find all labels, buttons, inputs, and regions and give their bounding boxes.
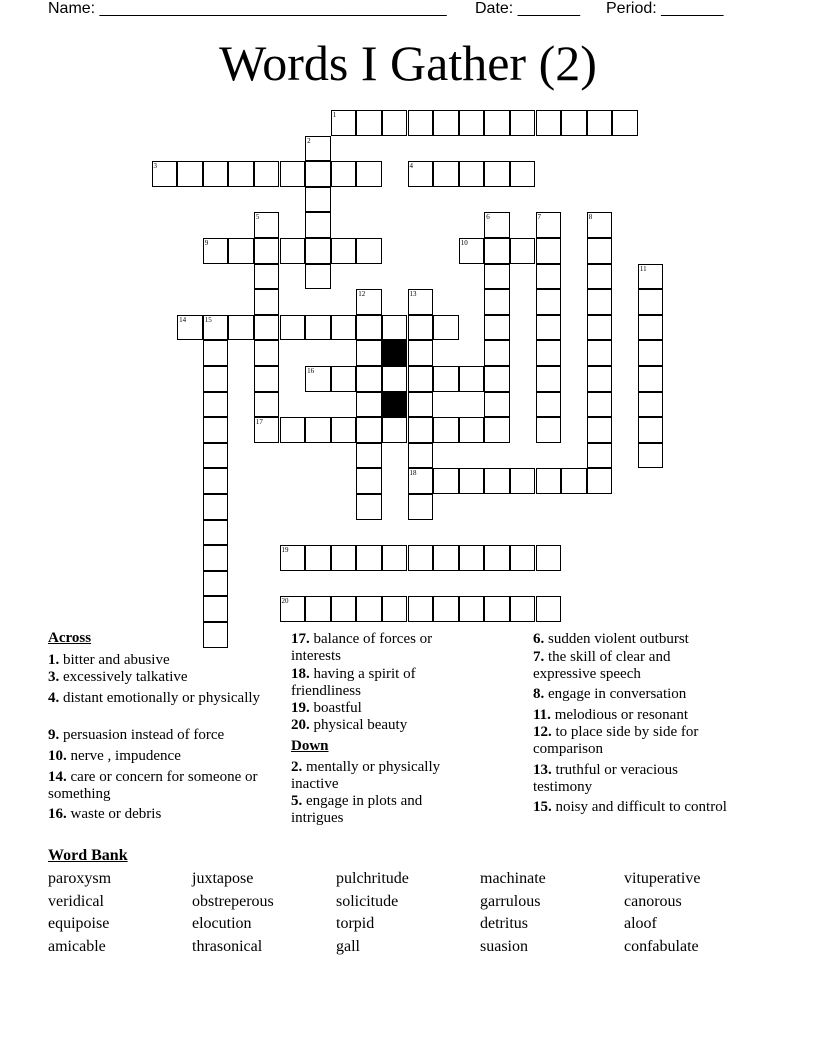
word-bank-word: equipoise (48, 915, 110, 932)
clue-across-1: 1. bitter and abusive (48, 652, 170, 668)
letter-square[interactable] (484, 238, 510, 264)
letter-square[interactable] (587, 110, 613, 136)
letter-square[interactable] (612, 110, 638, 136)
clue-number: 14 (179, 315, 187, 324)
clue-number: 13 (409, 290, 417, 299)
letter-square[interactable] (331, 545, 357, 571)
letter-square[interactable] (484, 545, 510, 571)
letter-square[interactable] (638, 315, 664, 341)
letter-square[interactable] (305, 366, 331, 392)
puzzle-title: Words I Gather (2) (219, 35, 597, 91)
letter-square[interactable] (408, 596, 434, 622)
letter-square[interactable] (484, 417, 510, 443)
clue-down-11: 11. melodious or resonant (533, 707, 688, 723)
clue-across-10: 10. nerve , impudence (48, 748, 181, 764)
clue-number: 9 (204, 239, 209, 247)
letter-square[interactable] (408, 289, 434, 315)
clue-number: 16 (307, 367, 315, 375)
letter-square[interactable] (459, 161, 485, 187)
letter-square[interactable] (536, 110, 562, 136)
letter-square[interactable] (382, 315, 408, 341)
clue-down-2: 2. mentally or physically inactive (291, 759, 441, 792)
letter-square[interactable] (510, 545, 536, 571)
letter-square[interactable] (356, 366, 382, 392)
letter-square[interactable] (587, 340, 613, 366)
letter-square[interactable] (459, 366, 485, 392)
clue-down-12: 12. to place side by side for comparison (533, 724, 699, 757)
letter-square[interactable] (356, 315, 382, 341)
letter-square[interactable] (587, 468, 613, 494)
letter-square[interactable] (459, 110, 485, 136)
clue-number: 2 (307, 136, 311, 145)
letter-square[interactable] (254, 315, 280, 341)
letter-square[interactable] (638, 289, 664, 315)
letter-square[interactable] (331, 161, 357, 187)
letter-square[interactable] (203, 315, 229, 341)
word-bank-word: amicable (48, 938, 106, 955)
letter-square[interactable] (484, 212, 510, 238)
letter-square[interactable] (305, 596, 331, 622)
down-heading: Down (291, 738, 329, 754)
letter-square[interactable] (484, 468, 510, 494)
clue-down-6: 6. sudden violent outburst (533, 631, 689, 647)
letter-square[interactable] (510, 468, 536, 494)
letter-square[interactable] (459, 545, 485, 571)
letter-square[interactable] (433, 110, 459, 136)
clue-across-3: 3. excessively talkative (48, 669, 188, 685)
letter-square[interactable] (254, 238, 280, 264)
letter-square[interactable] (203, 494, 229, 520)
blocked-square (382, 340, 408, 366)
word-bank-word: obstreperous (192, 893, 274, 910)
letter-square[interactable] (305, 212, 331, 238)
letter-square[interactable] (433, 596, 459, 622)
letter-square[interactable] (587, 212, 613, 238)
letter-square[interactable] (152, 161, 178, 187)
clue-across-16: 16. waste or debris (48, 806, 162, 822)
letter-square[interactable] (536, 366, 562, 392)
letter-square[interactable] (408, 392, 434, 418)
word-bank-word: machinate (480, 870, 546, 887)
clue-down-13: 13. truthful or veracious testimony (533, 762, 678, 795)
letter-square[interactable] (280, 417, 306, 443)
letter-square[interactable] (536, 468, 562, 494)
letter-square[interactable] (408, 468, 434, 494)
letter-square[interactable] (408, 161, 434, 187)
letter-square[interactable] (510, 238, 536, 264)
letter-square[interactable] (587, 289, 613, 315)
letter-square[interactable] (433, 545, 459, 571)
letter-square[interactable] (203, 596, 229, 622)
letter-square[interactable] (280, 161, 306, 187)
letter-square[interactable] (561, 110, 587, 136)
letter-square[interactable] (408, 315, 434, 341)
letter-square[interactable] (254, 289, 280, 315)
word-bank-word: solicitude (336, 893, 399, 910)
clue-across-19: 19. boastful (291, 700, 362, 716)
word-bank-word: paroxysm (48, 870, 112, 887)
letter-square[interactable] (459, 468, 485, 494)
clue-down-15: 15. noisy and difficult to control (533, 799, 727, 815)
letter-square[interactable] (433, 366, 459, 392)
letter-square[interactable] (510, 596, 536, 622)
clue-number: 7 (537, 213, 541, 222)
letter-square[interactable] (408, 494, 434, 520)
letter-square[interactable] (203, 622, 229, 648)
letter-square[interactable] (382, 596, 408, 622)
letter-square[interactable] (587, 392, 613, 418)
letter-square[interactable] (484, 161, 510, 187)
letter-square[interactable] (587, 264, 613, 290)
letter-square[interactable] (382, 110, 408, 136)
letter-square[interactable] (305, 187, 331, 213)
letter-square[interactable] (203, 468, 229, 494)
letter-square[interactable] (254, 417, 280, 443)
letter-square[interactable] (305, 264, 331, 290)
letter-square[interactable] (561, 468, 587, 494)
letter-square[interactable] (484, 289, 510, 315)
letter-square[interactable] (382, 545, 408, 571)
clue-across-14: 14. care or concern for someone or something (48, 769, 258, 802)
letter-square[interactable] (356, 110, 382, 136)
letter-square[interactable] (356, 238, 382, 264)
letter-square[interactable] (305, 238, 331, 264)
letter-square[interactable] (228, 315, 254, 341)
letter-square[interactable] (536, 417, 562, 443)
letter-square[interactable] (638, 417, 664, 443)
letter-square[interactable] (536, 340, 562, 366)
letter-square[interactable] (331, 238, 357, 264)
letter-square[interactable] (203, 443, 229, 469)
letter-square[interactable] (356, 545, 382, 571)
letter-square[interactable] (536, 596, 562, 622)
letter-square[interactable] (536, 289, 562, 315)
letter-square[interactable] (305, 315, 331, 341)
word-bank-word: pulchritude (336, 870, 409, 887)
letter-square[interactable] (433, 315, 459, 341)
letter-square[interactable] (254, 392, 280, 418)
letter-square[interactable] (459, 417, 485, 443)
clue-number: 3 (153, 162, 157, 171)
letter-square[interactable] (356, 468, 382, 494)
letter-square[interactable] (536, 212, 562, 238)
letter-square[interactable] (356, 161, 382, 187)
word-bank-word: garrulous (480, 893, 541, 910)
letter-square[interactable] (536, 392, 562, 418)
letter-square[interactable] (382, 417, 408, 443)
clue-number: 5 (255, 213, 260, 222)
letter-square[interactable] (280, 545, 306, 571)
word-bank-word: veridical (48, 893, 104, 910)
letter-square[interactable] (280, 238, 306, 264)
letter-square[interactable] (356, 340, 382, 366)
letter-square[interactable] (510, 161, 536, 187)
clue-number: 20 (281, 597, 289, 606)
letter-square[interactable] (177, 161, 203, 187)
letter-square[interactable] (203, 571, 229, 597)
word-bank-word: elocution (192, 915, 252, 932)
word-bank-word: detritus (480, 915, 528, 932)
clue-number: 12 (358, 290, 366, 299)
blocked-square (382, 392, 408, 418)
clue-number: 17 (255, 418, 263, 427)
letter-square[interactable] (280, 315, 306, 341)
clue-across-20: 20. physical beauty (291, 717, 408, 733)
letter-square[interactable] (536, 238, 562, 264)
letter-square[interactable] (254, 212, 280, 238)
letter-square[interactable] (203, 545, 229, 571)
letter-square[interactable] (356, 443, 382, 469)
letter-square[interactable] (484, 596, 510, 622)
letter-square[interactable] (305, 136, 331, 162)
period-field: Period: _______ (606, 0, 724, 17)
clue-across-17: 17. balance of forces or interests (291, 631, 433, 664)
letter-square[interactable] (536, 545, 562, 571)
letter-square[interactable] (484, 264, 510, 290)
letter-square[interactable] (638, 366, 664, 392)
clue-down-7: 7. the skill of clear and expressive speech (533, 649, 671, 682)
clue-number: 15 (204, 315, 212, 324)
letter-square[interactable] (331, 110, 357, 136)
letter-square[interactable] (433, 468, 459, 494)
letter-square[interactable] (203, 161, 229, 187)
letter-square[interactable] (228, 161, 254, 187)
letter-square[interactable] (228, 238, 254, 264)
clue-number: 4 (409, 162, 413, 171)
letter-square[interactable] (356, 494, 382, 520)
letter-square[interactable] (177, 315, 203, 341)
letter-square[interactable] (254, 161, 280, 187)
letter-square[interactable] (638, 443, 664, 469)
letter-square[interactable] (484, 366, 510, 392)
word-bank-word: canorous (624, 893, 682, 910)
letter-square[interactable] (254, 340, 280, 366)
name-field: Name: _______________________________________ (48, 0, 447, 17)
letter-square[interactable] (382, 366, 408, 392)
letter-square[interactable] (587, 315, 613, 341)
word-bank-word: confabulate (624, 938, 699, 955)
letter-square[interactable] (331, 366, 357, 392)
letter-square[interactable] (356, 417, 382, 443)
word-bank-word: vituperative (624, 870, 701, 887)
letter-square[interactable] (587, 238, 613, 264)
letter-square[interactable] (305, 417, 331, 443)
clue-number: 6 (486, 213, 490, 222)
word-bank-word: gall (336, 938, 360, 955)
letter-square[interactable] (280, 596, 306, 622)
letter-square[interactable] (459, 238, 485, 264)
letter-square[interactable] (203, 520, 229, 546)
letter-square[interactable] (203, 366, 229, 392)
clue-down-5: 5. engage in plots and intrigues (291, 793, 423, 826)
letter-square[interactable] (254, 366, 280, 392)
letter-square[interactable] (459, 596, 485, 622)
letter-square[interactable] (305, 545, 331, 571)
letter-square[interactable] (203, 392, 229, 418)
letter-square[interactable] (638, 340, 664, 366)
letter-square[interactable] (484, 340, 510, 366)
letter-square[interactable] (587, 417, 613, 443)
date-field: Date: _______ (475, 0, 580, 17)
clue-number: 8 (588, 213, 593, 222)
letter-square[interactable] (536, 264, 562, 290)
word-bank-word: juxtapose (192, 870, 254, 887)
word-bank-word: aloof (624, 915, 657, 932)
letter-square[interactable] (331, 417, 357, 443)
letter-square[interactable] (203, 417, 229, 443)
word-bank-word: thrasonical (192, 938, 263, 955)
clue-across-4: 4. distant emotionally or physically (48, 690, 261, 706)
letter-square[interactable] (356, 596, 382, 622)
clue-number: 11 (639, 264, 647, 273)
letter-square[interactable] (408, 110, 434, 136)
clue-down-8: 8. engage in conversation (533, 686, 687, 702)
letter-square[interactable] (408, 417, 434, 443)
letter-square[interactable] (433, 417, 459, 443)
letter-square[interactable] (356, 289, 382, 315)
letter-square[interactable] (408, 366, 434, 392)
across-heading: Across (48, 630, 92, 646)
clue-across-18: 18. having a spirit of friendliness (291, 666, 416, 699)
letter-square[interactable] (203, 238, 229, 264)
letter-square[interactable] (638, 264, 664, 290)
letter-square[interactable] (408, 340, 434, 366)
clue-number: 18 (409, 469, 417, 478)
clue-number: 10 (460, 239, 468, 247)
word-bank-title: Word Bank (48, 847, 128, 864)
clue-across-9: 9. persuasion instead of force (48, 727, 225, 743)
clue-number: 19 (281, 546, 289, 555)
letter-square[interactable] (638, 392, 664, 418)
word-bank-word: torpid (336, 915, 375, 932)
letter-square[interactable] (536, 315, 562, 341)
letter-square[interactable] (331, 596, 357, 622)
letter-square[interactable] (587, 366, 613, 392)
letter-square[interactable] (484, 315, 510, 341)
letter-square[interactable] (408, 443, 434, 469)
letter-square[interactable] (484, 392, 510, 418)
letter-square[interactable] (203, 340, 229, 366)
letter-square[interactable] (331, 315, 357, 341)
letter-square[interactable] (305, 161, 331, 187)
letter-square[interactable] (510, 110, 536, 136)
letter-square[interactable] (356, 392, 382, 418)
letter-square[interactable] (433, 161, 459, 187)
letter-square[interactable] (254, 264, 280, 290)
letter-square[interactable] (408, 545, 434, 571)
letter-square[interactable] (484, 110, 510, 136)
letter-square[interactable] (587, 443, 613, 469)
clue-number: 1 (332, 111, 337, 119)
word-bank-word: suasion (480, 938, 528, 955)
